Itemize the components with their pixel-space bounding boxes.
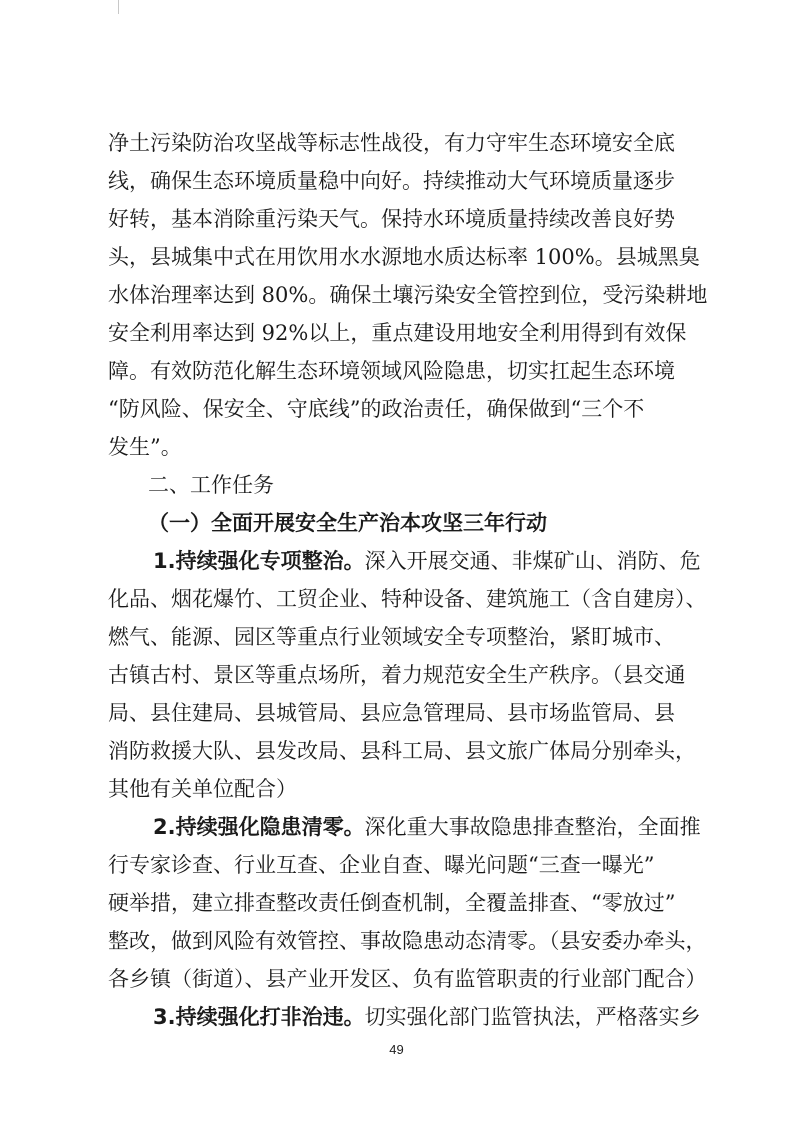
- paragraph-start: 3.持续强化打非治违。切实强化部门监管执法，严格落实乡: [153, 1005, 701, 1029]
- text-line: 硬举措，建立排查整改责任倒查机制，全覆盖排查、“零放过”: [108, 891, 676, 915]
- text-line: “防风险、保安全、守底线”的政治责任，确保做到“三个不: [108, 397, 645, 421]
- text-line: 局、县住建局、县城管局、县应急管理局、县市场监管局、县: [108, 701, 675, 725]
- text-line: 古镇古村、景区等重点场所，着力规范安全生产秩序。（县交通: [108, 663, 686, 687]
- page-number: 49: [389, 1042, 404, 1057]
- text-line: 行专家诊查、行业互查、企业自查、曝光问题“三查一曝光”: [108, 853, 655, 877]
- text-line: 燃气、能源、园区等重点行业领域安全专项整治，紧盯城市、: [108, 625, 675, 649]
- text-line: 净土污染防治攻坚战等标志性战役，有力守牢生态环境安全底: [108, 131, 675, 155]
- text-line: 化品、烟花爆竹、工贸企业、特种设备、建筑施工（含自建房）、: [108, 587, 707, 611]
- text-line: 好转，基本消除重污染天气。保持水环境质量持续改善良好势: [108, 207, 675, 231]
- text-line: 头，县城集中式在用饮用水水源地水质达标率 100%。县城黑臭: [108, 245, 700, 269]
- text-line: 各乡镇（街道）、县产业开发区、负有监管职责的行业部门配合）: [108, 967, 707, 991]
- paragraph-start: 2.持续强化隐患清零。深化重大事故隐患排查整治，全面推: [153, 815, 701, 839]
- text-line: 其他有关单位配合）: [108, 777, 297, 801]
- text-line: 障。有效防范化解生态环境领域风险隐患，切实扛起生态环境: [108, 359, 675, 383]
- text-line: 线，确保生态环境质量稳中向好。持续推动大气环境质量逐步: [108, 169, 675, 193]
- paragraph-start: 1.持续强化专项整治。深入开展交通、非煤矿山、消防、危: [153, 549, 701, 573]
- text-line: 消防救援大队、县发改局、县科工局、县文旅广体局分别牵头，: [108, 739, 696, 763]
- text-line: 发生”。: [108, 435, 182, 459]
- text-line: 水体治理率达到 80%。确保土壤污染安全管控到位，受污染耕地: [108, 283, 708, 307]
- section-heading: 二、工作任务: [148, 473, 274, 497]
- text-line: 安全利用率达到 92%以上，重点建设用地安全利用得到有效保: [108, 321, 687, 345]
- scan-mark: [118, 0, 119, 14]
- text-line: 整改，做到风险有效管控、事故隐患动态清零。（县安委办牵头，: [108, 929, 707, 953]
- subsection-heading: （一）全面开展安全生产治本攻坚三年行动: [148, 511, 547, 535]
